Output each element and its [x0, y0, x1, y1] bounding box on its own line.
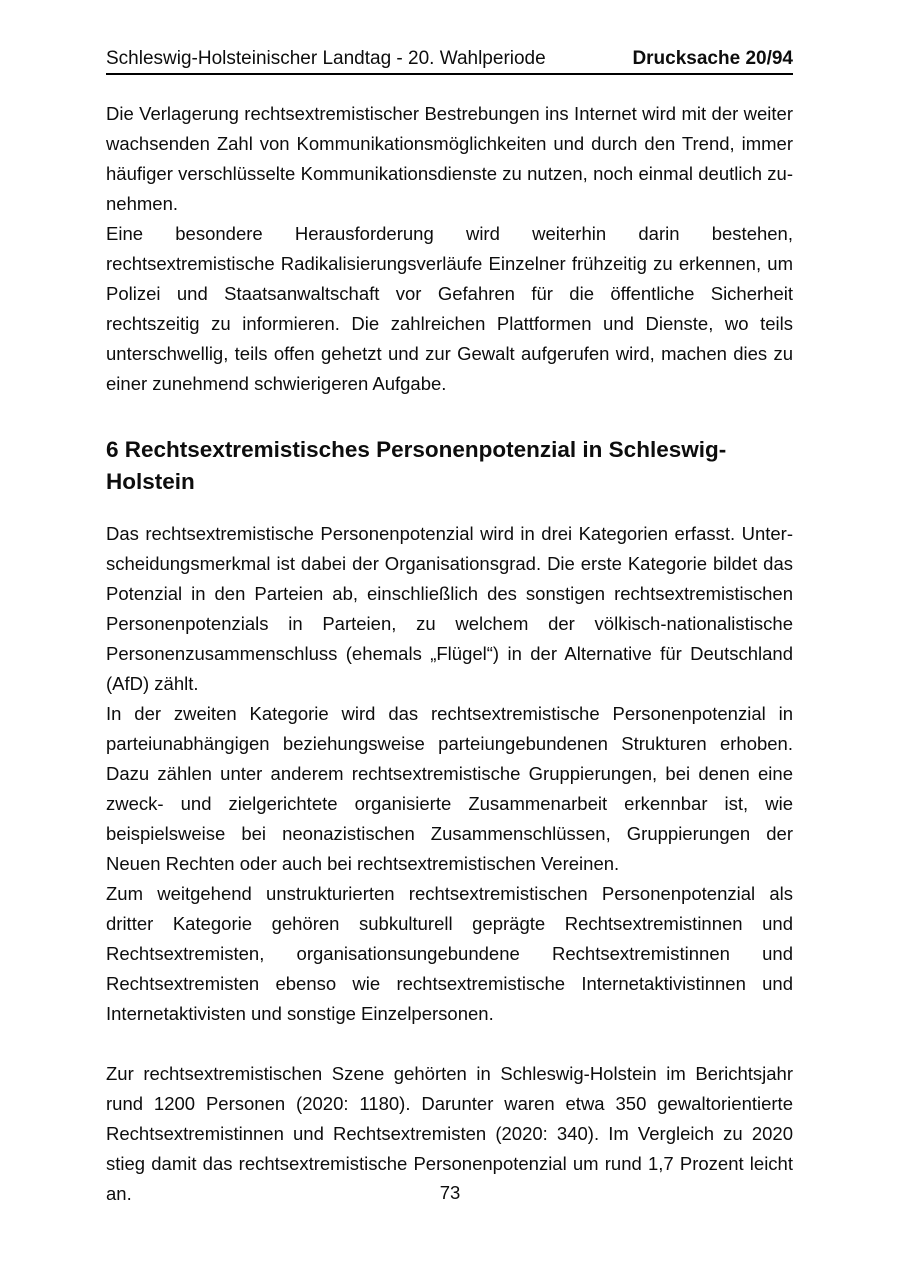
header-right-title: Drucksache 20/94 — [632, 48, 793, 69]
paragraph-scene-numbers: Zur rechtsextremistischen Szene gehörten in Schleswig-Holstein im Berichtsjahr rund 1200 Personen (2020: 1180). Darunter waren etwa 350 gewaltorientierte Rechtsextremistinnen und Rechtsextremisten (2020: 340). Im Vergleich zu 2020 stieg damit das rechtsextremistische Personenpotenzial um rund 1,7 Prozent leicht an. — [106, 1063, 793, 1204]
page-number: 73 — [439, 1182, 461, 1203]
paragraph-category-two-groups: In der zweiten Kategorie wird das rechtsextremistische Personenpotenzial in parteiunabhängigen beziehungsweise parteiungebundenen Strukturen erhoben. Dazu zählen unter anderem rechtsextremistische Gruppierungen, bei denen eine zweck- und zielgerichtete organisierte Zusammenarbeit erkennbar ist, wie beispielsweise bei neonazistischen Zusammenschlüssen, Gruppierungen der Neuen Rechten oder auch bei rechtsextremistischen Vereinen. — [106, 703, 793, 874]
section-heading: 6 Rechtsextremistisches Personenpotenzial in Schleswig-Holstein — [106, 437, 727, 494]
paragraph-category-one-parties: Das rechtsextremistische Personenpotenzial wird in drei Kategorien erfasst. Unterscheidungsmerkmal ist dabei der Organisationsgrad. Die erste Kategorie bildet das Potenzial in den Parteien ab, einschließlich des sonstigen rechtsextremistischen Personenpotenzials in Parteien, zu welchem der völkisch-nationalistische Personenzusammenschluss (ehemals „Flügel“) in der Alternative für Deutschland (AfD) zählt. — [106, 523, 793, 694]
document-footer — [0, 1181, 900, 1205]
paragraph-radicalization-challenge: Eine besondere Herausforderung wird weiterhin darin bestehen, rechtsextremistische Radikalisierungsverläufe Einzelner frühzeitig zu erkennen, um Polizei und Staatsanwaltschaft vor Gefahren für die öffentliche Sicherheit rechtszeitig zu informieren. Die zahlreichen Plattformen und Dienste, wo teils unterschwellig, teils offen gehetzt und zur Gewalt aufgerufen wird, machen dies zu einer zunehmend schwierigeren Aufgabe. — [106, 223, 793, 394]
paragraph-category-three-unstructured: Zum weitgehend unstrukturierten rechtsextremistischen Personenpotenzial als dritter Kategorie gehören subkulturell geprägte Rechtsextremistinnen und Rechtsextremisten, organisationsungebundene Rechtsextremistinnen und Rechtsextremisten ebenso wie rechtsextremistische Internetaktivistinnen und Internetaktivisten und sonstige Einzelpersonen. — [106, 883, 793, 1024]
header-left-title: Schleswig-Holsteinischer Landtag - 20. Wahlperiode — [106, 48, 546, 69]
paragraph-internet-shift: Die Verlagerung rechtsextremistischer Bestrebungen ins Internet wird mit der weiter wachsenden Zahl von Kommunikationsmöglichkeiten und durch den Trend, immer häufiger verschlüsselte Kommunikationsdienste zu nutzen, noch einmal deutlich zunehmen. — [106, 103, 793, 214]
document-header — [106, 0, 793, 75]
document-body — [106, 99, 793, 1209]
